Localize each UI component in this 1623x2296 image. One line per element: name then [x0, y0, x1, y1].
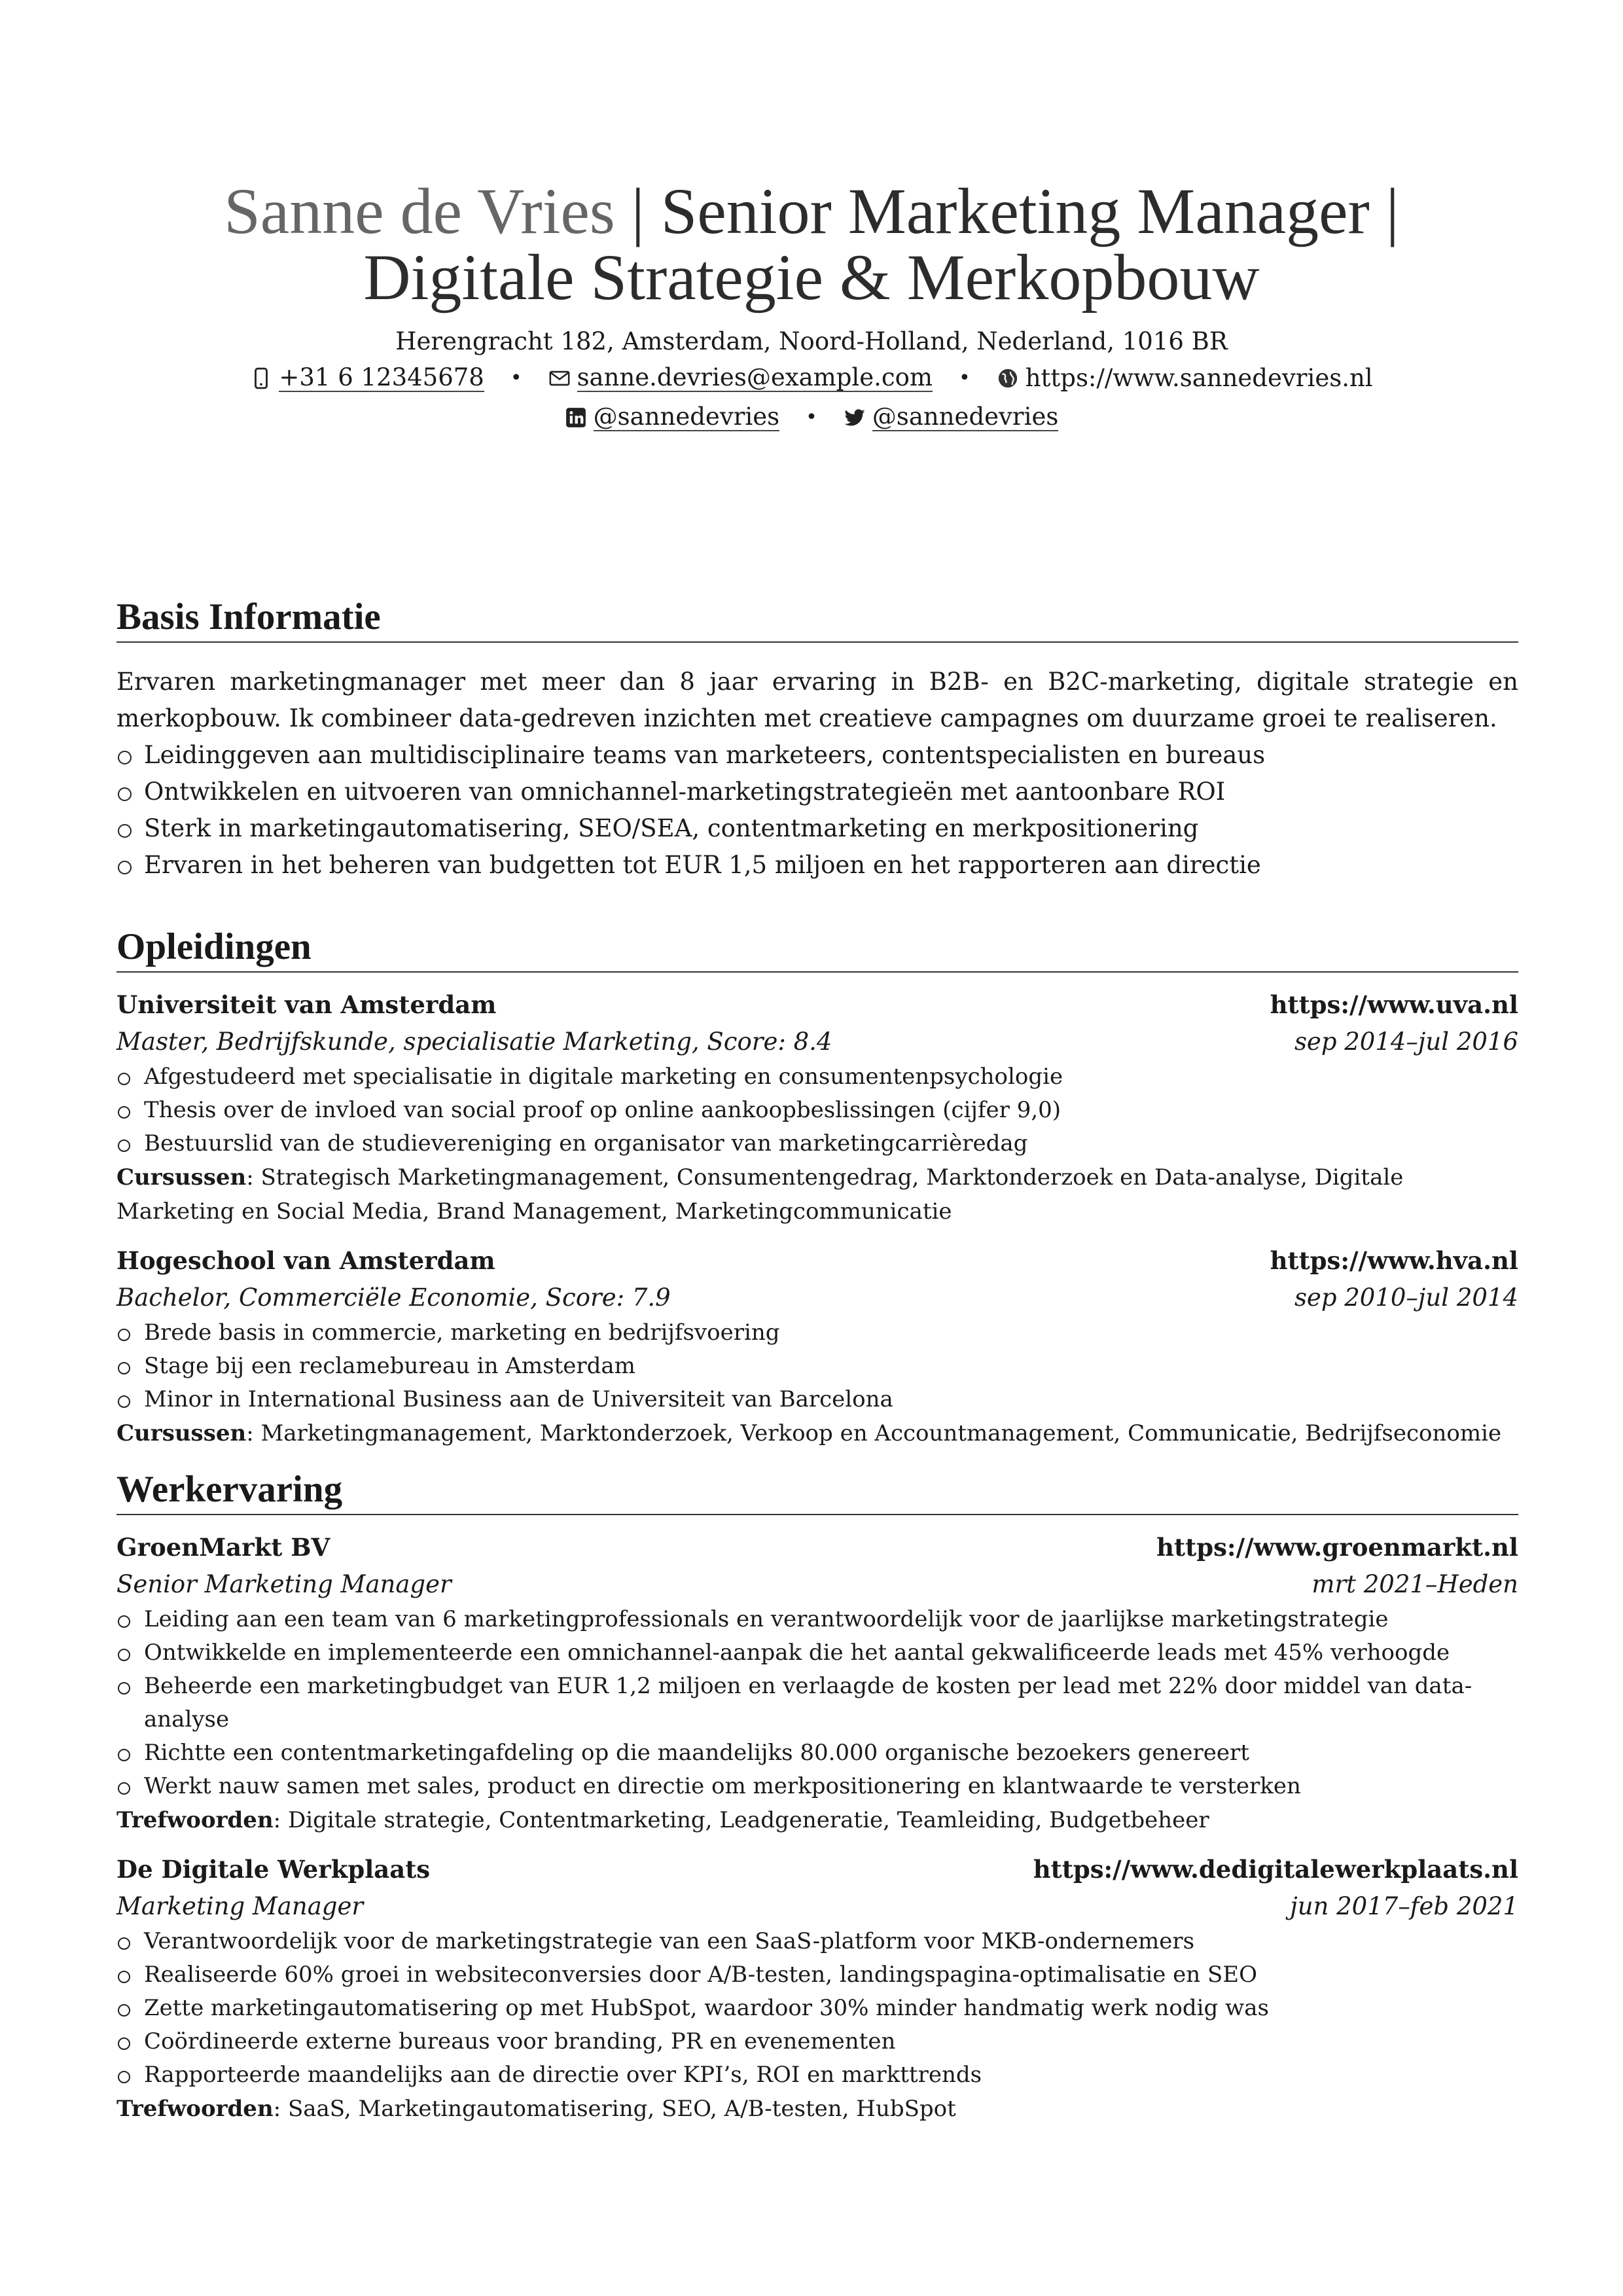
summary-text: Ervaren marketingmanager met meer dan 8 jaar ervaring in B2B- en B2C-marketing, digitale strategie en merkopbouw. Ik combineer data-gedreven inzichten met creatieve campagnes om duurzame groei te realiseren.	[116, 668, 1518, 732]
separator-dot: •	[958, 367, 971, 389]
linkedin-link[interactable]	[565, 404, 780, 431]
twitter-link[interactable]	[844, 404, 1059, 431]
linkedin-handle: @sannedevries	[593, 403, 780, 431]
email-address: sanne.devries@example.com	[577, 363, 933, 391]
degree: Bachelor, Commerciële Economie, Score: 7.9	[116, 1283, 671, 1312]
education-bullets	[116, 1060, 1518, 1160]
envelope-icon	[548, 367, 571, 389]
company-name: GroenMarkt BV	[116, 1533, 330, 1562]
keywords-list: SaaS, Marketingautomatisering, SEO, A/B-testen, HubSpot	[287, 2096, 956, 2122]
phone-number: +31 6 12345678	[279, 363, 484, 391]
linkedin-icon	[565, 406, 587, 429]
list-item: Brede basis in commercie, marketing en bedrijfsvoering	[116, 1316, 1518, 1350]
list-item: Richtte een contentmarketingafdeling op die maandelijks 80.000 organische bezoekers genereert	[116, 1736, 1518, 1770]
work-bullets	[116, 1925, 1518, 2092]
list-item: Ontwikkelen en uitvoeren van omnichannel-marketingstrategieën met aantoonbare ROI	[116, 774, 1518, 810]
section-education	[116, 927, 1518, 1450]
resume-header	[0, 175, 1623, 437]
email-link[interactable]	[548, 365, 933, 392]
basis-bullets	[116, 737, 1518, 884]
keywords-line: Trefwoorden: SaaS, Marketingautomatisering, SEO, A/B-testen, HubSpot	[116, 2096, 956, 2122]
date-range: mrt 2021–Heden	[1311, 1570, 1518, 1598]
address: Herengracht 182, Amsterdam, Noord-Holland, Nederland, 1016 BR	[395, 327, 1228, 355]
person-name: Sanne de Vries	[224, 175, 615, 247]
list-item: Realiseerde 60% groei in websiteconversies door A/B-testen, landingspagina-optimalisatie en SEO	[116, 1958, 1518, 1992]
phone-link[interactable]	[250, 365, 484, 392]
courses-label: Cursussen	[116, 1420, 247, 1446]
list-item: Ervaren in het beheren van budgetten tot EUR 1,5 miljoen en het rapporteren aan directie	[116, 847, 1518, 884]
keywords-label: Trefwoorden	[116, 1807, 274, 1833]
section-title-basis: Basis Informatie	[116, 597, 1518, 643]
list-item: Afgestudeerd met specialisatie in digitale marketing en consumentenpsychologie	[116, 1060, 1518, 1094]
keywords-list: Digitale strategie, Contentmarketing, Leadgeneratie, Teamleiding, Budgetbeheer	[287, 1807, 1209, 1833]
keywords-label: Trefwoorden	[116, 2096, 274, 2122]
contact-row-2	[0, 398, 1623, 437]
website-url: https://www.sannedevries.nl	[1025, 364, 1373, 392]
work-entry	[116, 1528, 1518, 1837]
globe-icon	[997, 367, 1019, 389]
section-basis	[116, 597, 1518, 884]
list-item: Minor in International Business aan de Universiteit van Barcelona	[116, 1383, 1518, 1416]
institution-url[interactable]: https://www.uva.nl	[1270, 990, 1518, 1019]
courses-label: Cursussen	[116, 1164, 247, 1191]
list-item: Rapporteerde maandelijks aan de directie over KPI’s, ROI en markttrends	[116, 2058, 1518, 2092]
page-title	[157, 175, 1466, 314]
education-bullets	[116, 1316, 1518, 1416]
list-item: Werkt nauw samen met sales, product en directie om merkpositionering en klantwaarde te versterken	[116, 1770, 1518, 1803]
phone-icon	[250, 367, 272, 389]
list-item: Thesis over de invloed van social proof op online aankoopbeslissingen (cijfer 9,0)	[116, 1094, 1518, 1127]
education-entry	[116, 986, 1518, 1229]
list-item: Bestuurslid van de studievereniging en organisator van marketingcarrièredag	[116, 1127, 1518, 1160]
courses-list: Strategisch Marketingmanagement, Consumentengedrag, Marktonderzoek en Data-analyse, Digitale Marketing en Social Media, Brand Management, Marketingcommunicatie	[116, 1164, 1404, 1225]
courses-line: Cursussen: Marketingmanagement, Marktonderzoek, Verkoop en Accountmanagement, Communicatie, Bedrijfseconomie	[116, 1420, 1502, 1446]
job-title: Senior Marketing Manager	[116, 1570, 452, 1598]
courses-line: Cursussen: Strategisch Marketingmanagement, Consumentengedrag, Marktonderzoek en Data-analyse, Digitale Marketing en Social Media, Brand Management, Marketingcommunicatie	[116, 1164, 1404, 1225]
institution-name: Hogeschool van Amsterdam	[116, 1246, 495, 1275]
section-work	[116, 1469, 1518, 2126]
job-title: Marketing Manager	[116, 1892, 364, 1920]
separator-dot: •	[510, 367, 522, 389]
institution-url[interactable]: https://www.hva.nl	[1270, 1246, 1518, 1275]
degree: Master, Bedrijfskunde, specialisatie Marketing, Score: 8.4	[116, 1028, 832, 1056]
twitter-handle: @sannedevries	[872, 403, 1059, 431]
work-bullets	[116, 1603, 1518, 1803]
company-url[interactable]: https://www.groenmarkt.nl	[1156, 1533, 1518, 1562]
list-item: Leiding aan een team van 6 marketingprofessionals en verantwoordelijk voor de jaarlijkse marketingstrategie	[116, 1603, 1518, 1636]
list-item: Coördineerde externe bureaus voor branding, PR en evenementen	[116, 2025, 1518, 2058]
list-item: Stage bij een reclamebureau in Amsterdam	[116, 1350, 1518, 1383]
company-url[interactable]: https://www.dedigitalewerkplaats.nl	[1033, 1855, 1518, 1884]
contact-row-1	[0, 359, 1623, 398]
list-item: Zette marketingautomatisering op met HubSpot, waardoor 30% minder handmatig werk nodig was	[116, 1992, 1518, 2025]
courses-list: Marketingmanagement, Marktonderzoek, Verkoop en Accountmanagement, Communicatie, Bedrijfseconomie	[260, 1420, 1502, 1446]
twitter-icon	[844, 406, 866, 429]
institution-name: Universiteit van Amsterdam	[116, 990, 497, 1019]
headline: | Senior Marketing Manager | Digitale Strategie & Merkopbouw	[363, 175, 1399, 314]
list-item: Ontwikkelde en implementeerde een omnichannel-aanpak die het aantal gekwalificeerde leads met 45% verhoogde	[116, 1636, 1518, 1670]
education-entry	[116, 1242, 1518, 1450]
date-range: sep 2014–jul 2016	[1294, 1028, 1518, 1056]
date-range: jun 2017–feb 2021	[1290, 1892, 1518, 1920]
list-item: Sterk in marketingautomatisering, SEO/SEA, contentmarketing en merkpositionering	[116, 810, 1518, 847]
website-link[interactable]	[997, 359, 1373, 398]
company-name: De Digitale Werkplaats	[116, 1855, 431, 1884]
date-range: sep 2010–jul 2014	[1294, 1283, 1518, 1312]
list-item: Verantwoordelijk voor de marketingstrategie van een SaaS-platform voor MKB-ondernemers	[116, 1925, 1518, 1958]
keywords-line: Trefwoorden: Digitale strategie, Contentmarketing, Leadgeneratie, Teamleiding, Budgetbeheer	[116, 1807, 1209, 1833]
list-item: Leidinggeven aan multidisciplinaire teams van marketeers, contentspecialisten en bureaus	[116, 737, 1518, 774]
section-title-work: Werkervaring	[116, 1469, 1518, 1515]
separator-dot: •	[806, 406, 817, 429]
section-title-education: Opleidingen	[116, 927, 1518, 973]
work-entry	[116, 1850, 1518, 2126]
list-item: Beheerde een marketingbudget van EUR 1,2 miljoen en verlaagde de kosten per lead met 22% door middel van data-analyse	[116, 1670, 1518, 1736]
